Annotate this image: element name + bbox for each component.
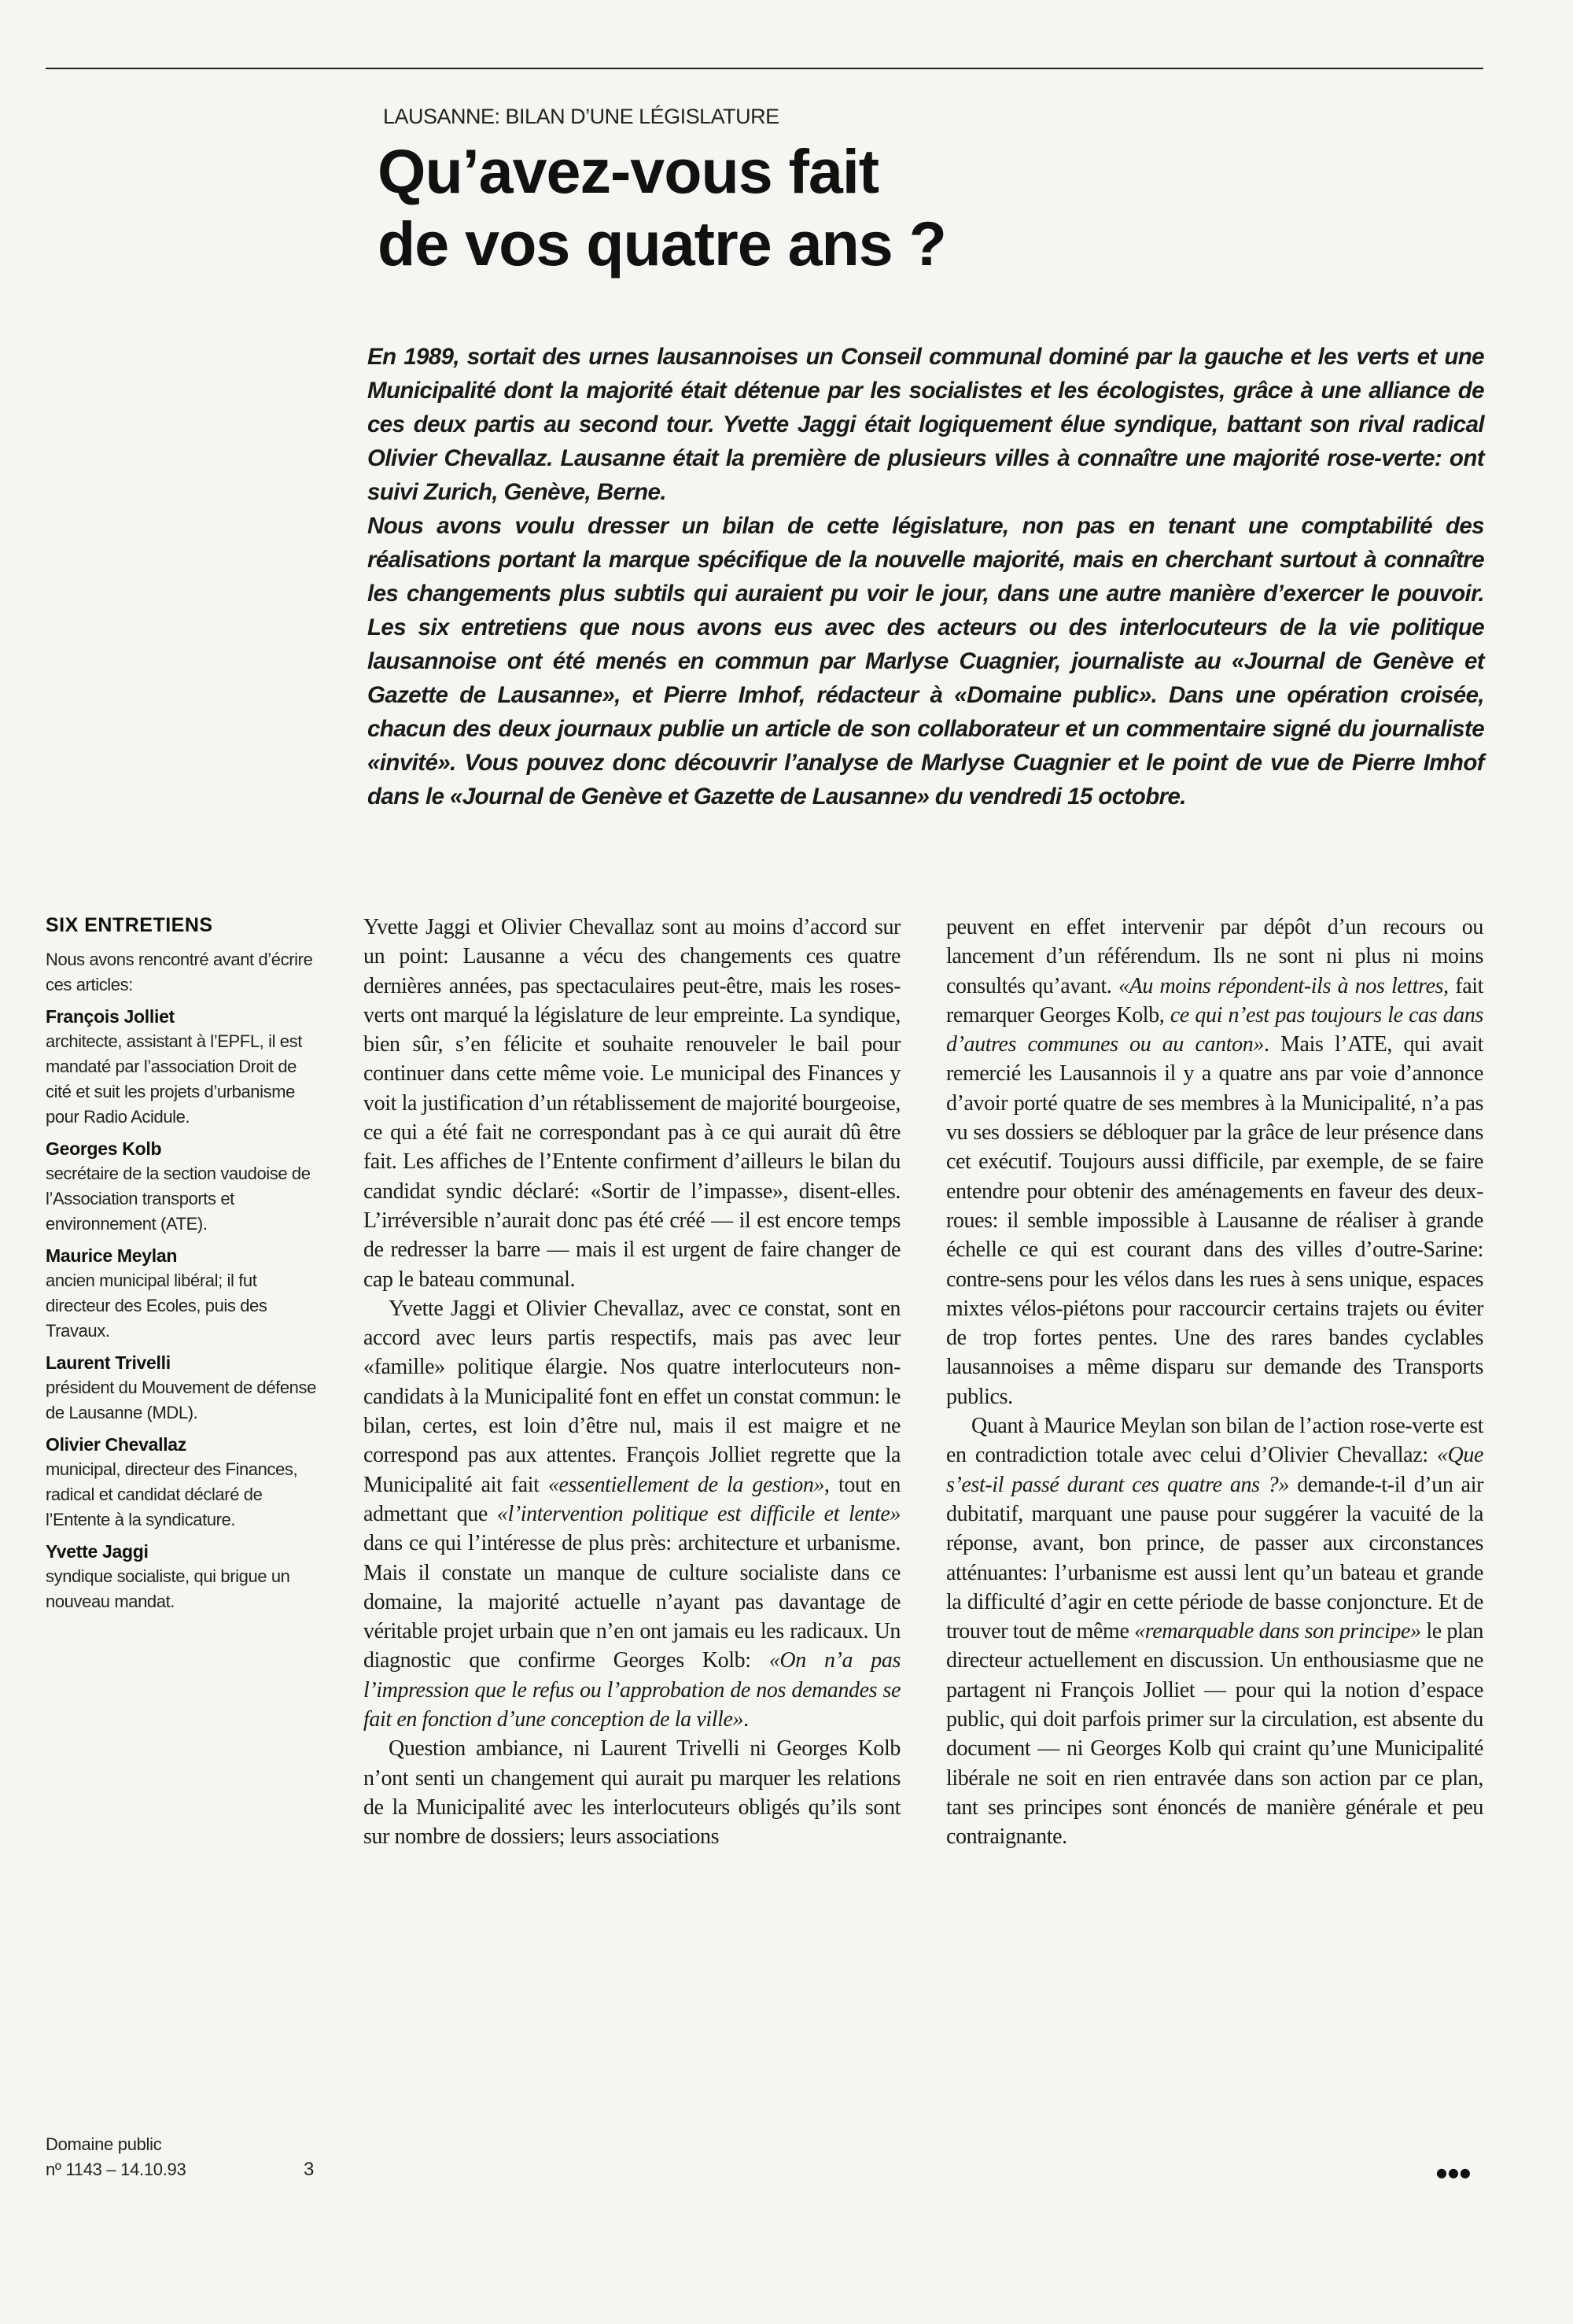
article-lead <box>367 340 1484 813</box>
body-paragraph <box>946 1411 1483 1851</box>
interviewee-name: Georges Kolb <box>46 1138 162 1159</box>
interviewee <box>46 1350 321 1426</box>
text-run: . Mais l’ATE, qui avait remercié les Lausannois il y a quatre ans par voie d’annonce d’avoir porté quatre de ses membres à la Municipalité, n’a pas vu ses dossiers se débloquer par la grâce de leur présence dans cet exécutif. Toujours aussi difficile, par exemple, de se faire entendre pour obtenir des aménagements en faveur des deux-roues: il semble impossible à Lausanne de réaliser à grande échelle ce qui est courant dans des villes d’outre-Sarine: contre-sens pour les vélos dans les rues à sens unique, espaces mixtes vélos-piétons pour raccourcir certains trajets ou éviter de trop fortes pentes. Une des rares bandes cyclables lausannoises a même disparu sur demande des Transports publics. <box>946 1032 1483 1409</box>
quote: ce qui n’est pas toujours le cas dans d’autres communes ou au canton» <box>946 1002 1483 1057</box>
page-footer <box>46 2132 337 2182</box>
interviewee <box>46 1539 321 1614</box>
interviewee-description: syndique socialiste, qui brigue un nouveau mandat. <box>46 1566 290 1611</box>
interviewee-description: municipal, directeur des Finances, radical et candidat déclaré de l’Entente à la syndicature. <box>46 1459 298 1529</box>
title-line-2: de vos quatre ans ? <box>378 208 946 279</box>
top-rule <box>46 68 1483 69</box>
interviewee <box>46 1243 321 1344</box>
title-line-1: Qu’avez-vous fait <box>378 136 879 206</box>
body-paragraph: Question ambiance, ni Laurent Trivelli ni Georges Kolb n’ont senti un changement qui aurait pu marquer les relations de la Municipalité avec les interlocuteurs obligés qu’ils sont sur nombre de dossiers; leurs associations <box>363 1736 901 1850</box>
interviewee <box>46 1136 321 1237</box>
quote: «remarquable dans son principe» <box>1134 1619 1421 1644</box>
interviewee <box>46 1432 321 1533</box>
interviewee-description: ancien municipal libéral; il fut directeur des Ecoles, puis des Travaux. <box>46 1271 267 1341</box>
text-run: , tout en admettant que <box>363 1472 901 1526</box>
body-column-1 <box>363 913 901 1852</box>
quote: «On n’a pas l’impression que le refus ou l’approbation de nos demandes se fait en fonction d’une conception de la ville» <box>363 1648 901 1732</box>
interviewee-name: Olivier Chevallaz <box>46 1434 186 1455</box>
text-run: , fait remarquer Georges Kolb, <box>946 973 1483 1027</box>
interviewee-name: François Jolliet <box>46 1006 175 1027</box>
issue-number: nº 1143 – 14.10.93 <box>46 2160 186 2179</box>
page-number: 3 <box>304 2159 315 2180</box>
sidebar-title: SIX ENTRETIENS <box>46 914 213 936</box>
interviewee-description: architecte, assistant à l’EPFL, il est mandaté par l’association Droit de cité et suit les projets d’urbanisme pour Radio Acidule. <box>46 1031 302 1127</box>
body-column-2 <box>946 913 1483 1852</box>
text-run: demande-t-il d’un air dubitatif, marquant une pause pour suggérer la vacuité de la réponse, avant, bon prince, de passer aux circonstances atténuantes: l’urbanisme est aussi lent qu’un bateau et grande la difficulté d’agir en cette période de basse conjoncture. Et de trouver tout de même <box>946 1472 1483 1644</box>
article-title <box>378 135 1400 280</box>
text-run: . <box>743 1707 749 1732</box>
text-run: Quant à Maurice Meylan son bilan de l’action rose-verte est en contradiction totale avec celui d’Olivier Chevallaz: <box>946 1414 1483 1468</box>
quote: «Au moins répondent-ils à nos lettres <box>1118 973 1444 998</box>
body-paragraph: Yvette Jaggi et Olivier Chevallaz sont au moins d’accord sur un point: Lausanne a vécu des changements ces quatre dernières années, pas spectaculaires peut-être, mais les roses-verts ont marqué la législature de leur empreinte. La syndique, bien sûr, s’en félicite et souhaite renouveler le bail pour continuer dans cette même voie. Le municipal des Finances y voit la justification d’un rétablissement de majorité bourgeoise, ce qui a été fait ne correspondant pas à ce qui aurait dû être fait. Les affiches de l’Entente confirment d’ailleurs le bilan du candidat syndic déclaré: «Sortir de l’impasse», disent-elles. L’irréversible n’aurait donc pas été créé — il est encore temps de redresser la barre — mais il est urgent de faire changer de cap le bateau communal. <box>363 915 901 1292</box>
sidebar-six-interviews <box>46 913 321 1621</box>
interviewee-name: Maurice Meylan <box>46 1245 178 1266</box>
interviewee-name: Laurent Trivelli <box>46 1352 171 1373</box>
text-run: dans ce qui l’intéresse de plus près: architecture et urbanisme. Mais il constate un manque de culture socialiste dans ce domaine, la majorité actuelle n’ayant pas davantage de véritable projet urbain que n’en ont jamais eu les radicaux. Un diagnostic que confirme Georges Kolb: <box>363 1531 901 1673</box>
quote: «Que s’est-il passé durant ces quatre ans ?» <box>946 1443 1483 1497</box>
sidebar-intro: Nous avons rencontré avant d’écrire ces articles: <box>46 950 313 994</box>
quote: «essentiellement de la gestion» <box>547 1472 825 1497</box>
lead-paragraph-2: Nous avons voulu dresser un bilan de cette législature, non pas en tenant une comptabilité des réalisations portant la marque spécifique de la nouvelle majorité, mais en cherchant surtout à connaître les changements plus subtils qui auraient pu voir le jour, dans une autre manière d’exercer le pouvoir. Les six entretiens que nous avons eus avec des acteurs ou des interlocuteurs de la vie politique lausannoise ont été menés en commun par Marlyse Cuagnier, journaliste au «Journal de Genève et Gazette de Lausanne», et Pierre Imhof, rédacteur à «Domaine public». Dans une opération croisée, chacun des deux journaux publie un article de son collaborateur et un commentaire signé du journaliste «invité». Vous pouvez donc découvrir l’analyse de Marlyse Cuagnier et le point de vue de Pierre Imhof dans le «Journal de Genève et Gazette de Lausanne» du vendredi 15 octobre. <box>367 513 1484 810</box>
article-kicker: LAUSANNE: BILAN D’UNE LÉGISLATURE <box>383 105 779 128</box>
text-run: Yvette Jaggi et Olivier Chevallaz, avec ce constat, sont en accord avec leurs partis respectifs, mais pas avec leur «famille» politique élargie. Nos quatre interlocuteurs non-candidats à la Municipalité font en effet un constat commun: le bilan, certes, est loin d’être nul, mais il est maigre et ne correspond pas aux attentes. François Jolliet regrette que la Municipalité ait fait <box>363 1296 901 1497</box>
body-paragraph <box>946 913 1483 1411</box>
lead-paragraph-1: En 1989, sortait des urnes lausannoises un Conseil communal dominé par la gauche et les verts et une Municipalité dont la majorité était détenue par les socialistes et les écologistes, grâce à une alliance de ces deux partis au second tour. Yvette Jaggi était logiquement élue syndique, battant son rival radical Olivier Chevallaz. Lausanne était la première de plusieurs villes à connaître une majorité rose-verte: ont suivi Zurich, Genève, Berne. <box>367 344 1484 505</box>
publication-name: Domaine public <box>46 2134 162 2154</box>
interviewee <box>46 1004 321 1130</box>
text-run: le plan directeur actuellement en discussion. Un enthousiasme que ne partagent ni François Jolliet — pour qui la notion d’espace public, qui doit parfois primer sur la circulation, est absente du document — ni Georges Kolb qui craint qu’une Municipalité libérale ne soit en rien entravée dans son action par ce plan, tant ses principes sont énoncés de manière générale et peu contraignante. <box>946 1619 1484 1850</box>
interviewee-description: secrétaire de la section vaudoise de l’Association transports et environnement (ATE). <box>46 1164 311 1234</box>
interviewee-description: président du Mouvement de défense de Lausanne (MDL). <box>46 1378 316 1422</box>
body-paragraph <box>363 1294 901 1734</box>
end-of-article-mark: ●●● <box>1436 2165 1472 2180</box>
text-run: peuvent en effet intervenir par dépôt d’un recours ou lancement d’un référendum. Ils ne sont ni plus ni moins consultés qu’avant. <box>946 915 1483 998</box>
interviewee-name: Yvette Jaggi <box>46 1541 149 1562</box>
quote: «l’intervention politique est difficile et lente» <box>496 1501 901 1526</box>
